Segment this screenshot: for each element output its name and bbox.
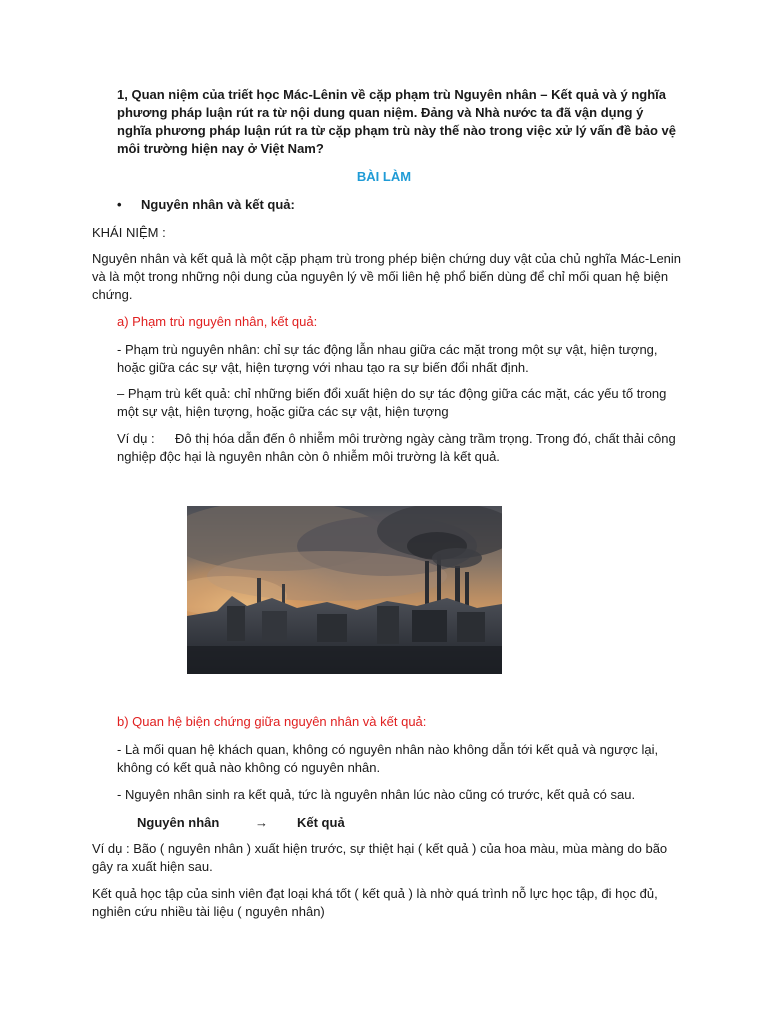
example-a: [117, 430, 682, 466]
example-b-1: Ví dụ : Bão ( nguyên nhân ) xuất hiện trước, sự thiệt hại ( kết quả ) của hoa màu, mùa màng do bão gây ra xuất hiện sau.: [92, 841, 668, 874]
industrial-pollution-photo: [187, 506, 502, 674]
bullet-symbol: •: [117, 197, 122, 212]
bullet-item: [117, 196, 295, 214]
relation-point-2: - Nguyên nhân sinh ra kết quả, tức là nguyên nhân lúc nào cũng có trước, kết quả có sau.: [117, 787, 636, 802]
effect-label: Kết quả: [297, 815, 345, 830]
section-a-title: a) Phạm trù nguyên nhân, kết quả:: [117, 314, 318, 329]
question-text: 1, Quan niệm của triết học Mác-Lênin về cặp phạm trù Nguyên nhân – Kết quả và ý nghĩa phương pháp luận rút ra từ nội dung quan niệm. Đảng và Nhà nước ta đã vận dụng ý nghĩa phương pháp luận rút ra từ cặp phạm trù này thế nào trong việc xử lý vấn đề bảo vệ môi trường hiện nay ở Việt Nam?: [117, 87, 677, 156]
section-heading: BÀI LÀM: [356, 169, 412, 184]
bullet-text: Nguyên nhân và kết quả:: [141, 197, 295, 212]
example-text: Đô thị hóa dẫn đến ô nhiễm môi trường ngày càng trầm trọng. Trong đó, chất thải công nghiệp độc hại là nguyên nhân còn ô nhiễm môi trường là kết quả.: [117, 431, 676, 464]
cause-effect-row: [137, 814, 345, 832]
relation-point-1: - Là mối quan hệ khách quan, không có nguyên nhân nào không dẫn tới kết quả và ngược lại, không có kết quả nào không có nguyên nhân.: [117, 742, 659, 775]
section-b-title: b) Quan hệ biện chứng giữa nguyên nhân và kết quả:: [117, 714, 427, 729]
cause-definition: - Phạm trù nguyên nhân: chỉ sự tác động lẫn nhau giữa các mặt trong một sự vật, hiện tượng, hoặc giữa các sự vật, hiện tượng với nhau tạo ra sự biến đổi nhất định.: [117, 342, 658, 375]
concept-label: KHÁI NIỆM :: [92, 225, 166, 240]
arrow-icon: →: [255, 815, 268, 830]
example-label: Ví dụ :: [117, 431, 155, 446]
cause-label: Nguyên nhân: [137, 815, 220, 830]
concept-paragraph: Nguyên nhân và kết quả là một cặp phạm trù trong phép biện chứng duy vật của chủ nghĩa Mác-Lenin và là một trong những nội dung của nguyên lý về mối liên hệ phổ biến dùng để chỉ mối quan hệ biện chứng.: [92, 251, 682, 302]
example-b-2: Kết quả học tập của sinh viên đạt loại khá tốt ( kết quả ) là nhờ quá trình nỗ lực học tập, đi học đủ, nghiên cứu nhiều tài liệu ( nguyên nhân): [92, 886, 658, 919]
effect-definition: – Phạm trù kết quả: chỉ những biến đổi xuất hiện do sự tác động giữa các mặt, các yếu tố trong một sự vật, hiện tượng, hoặc giữa các sự vật, hiện tượng: [117, 386, 667, 419]
